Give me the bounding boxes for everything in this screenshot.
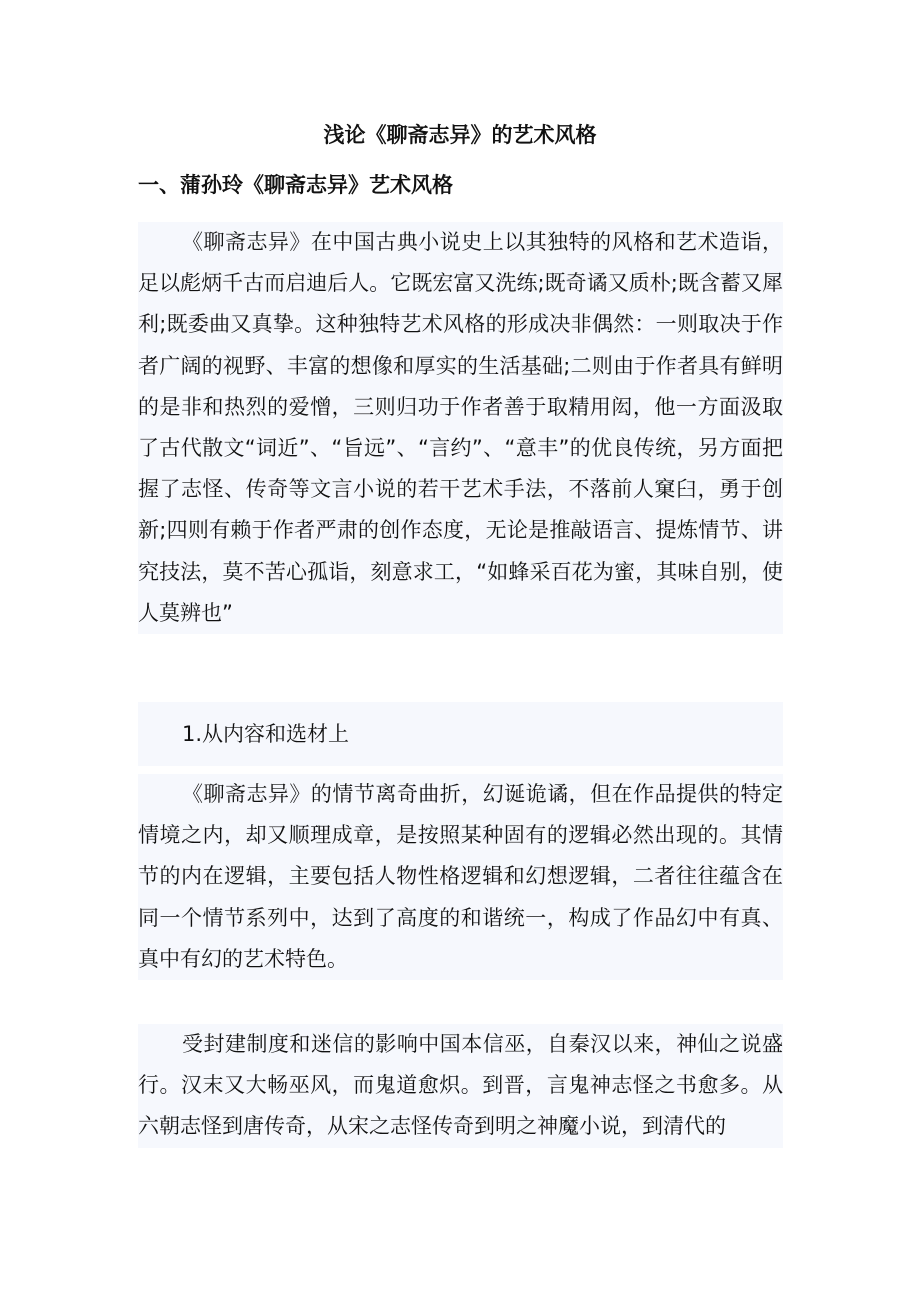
body-paragraph-2: 《聊斋志异》的情节离奇曲折，幻诞诡谲，但在作品提供的特定情境之内，却又顺理成章，是按照某种固有的逻辑必然出现的。其情节的内在逻辑，主要包括人物性格逻辑和幻想逻辑，二者往往蕴含在同一个情节系列中，达到了高度的和谐统一，构成了作品幻中有真、真中有幻的艺术特色。 (138, 774, 783, 980)
body-paragraph-1: 《聊斋志异》在中国古典小说史上以其独特的风格和艺术造诣，足以彪炳千古而启迪后人。它既宏富又洗练;既奇谲又质朴;既含蓄又犀利;既委曲又真挚。这种独特艺术风格的形成决非偶然：一则取决于作者广阔的视野、丰富的想像和厚实的生活基础;二则由于作者具有鲜明的是非和热烈的爱憎，三则归功于作者善于取精用闳，他一方面汲取了古代散文“词近”、“旨远”、“言约”、“意丰”的优良传统，另方面把握了志怪、传奇等文言小说的若干艺术手法，不落前人窠臼，勇于创新;四则有赖于作者严肃的创作态度，无论是推敲语言、提炼情节、讲究技法，莫不苦心孤诣，刻意求工，“如蜂采百花为蜜，其味自别，使人莫辨也” (138, 222, 783, 634)
body-paragraph-3: 受封建制度和迷信的影响中国本信巫，自秦汉以来，神仙之说盛行。汉末又大畅巫风，而鬼道愈炽。到晋，言鬼神志怪之书愈多。从六朝志怪到唐传奇，从宋之志怪传奇到明之神魔小说，到清代的 (138, 1024, 783, 1148)
sub-heading: 1.从内容和选材上 (182, 722, 350, 746)
section-heading: 一、蒲孙玲《聊斋志异》艺术风格 (138, 173, 453, 197)
document-title: 浅论《聊斋志异》的艺术风格 (323, 123, 597, 147)
